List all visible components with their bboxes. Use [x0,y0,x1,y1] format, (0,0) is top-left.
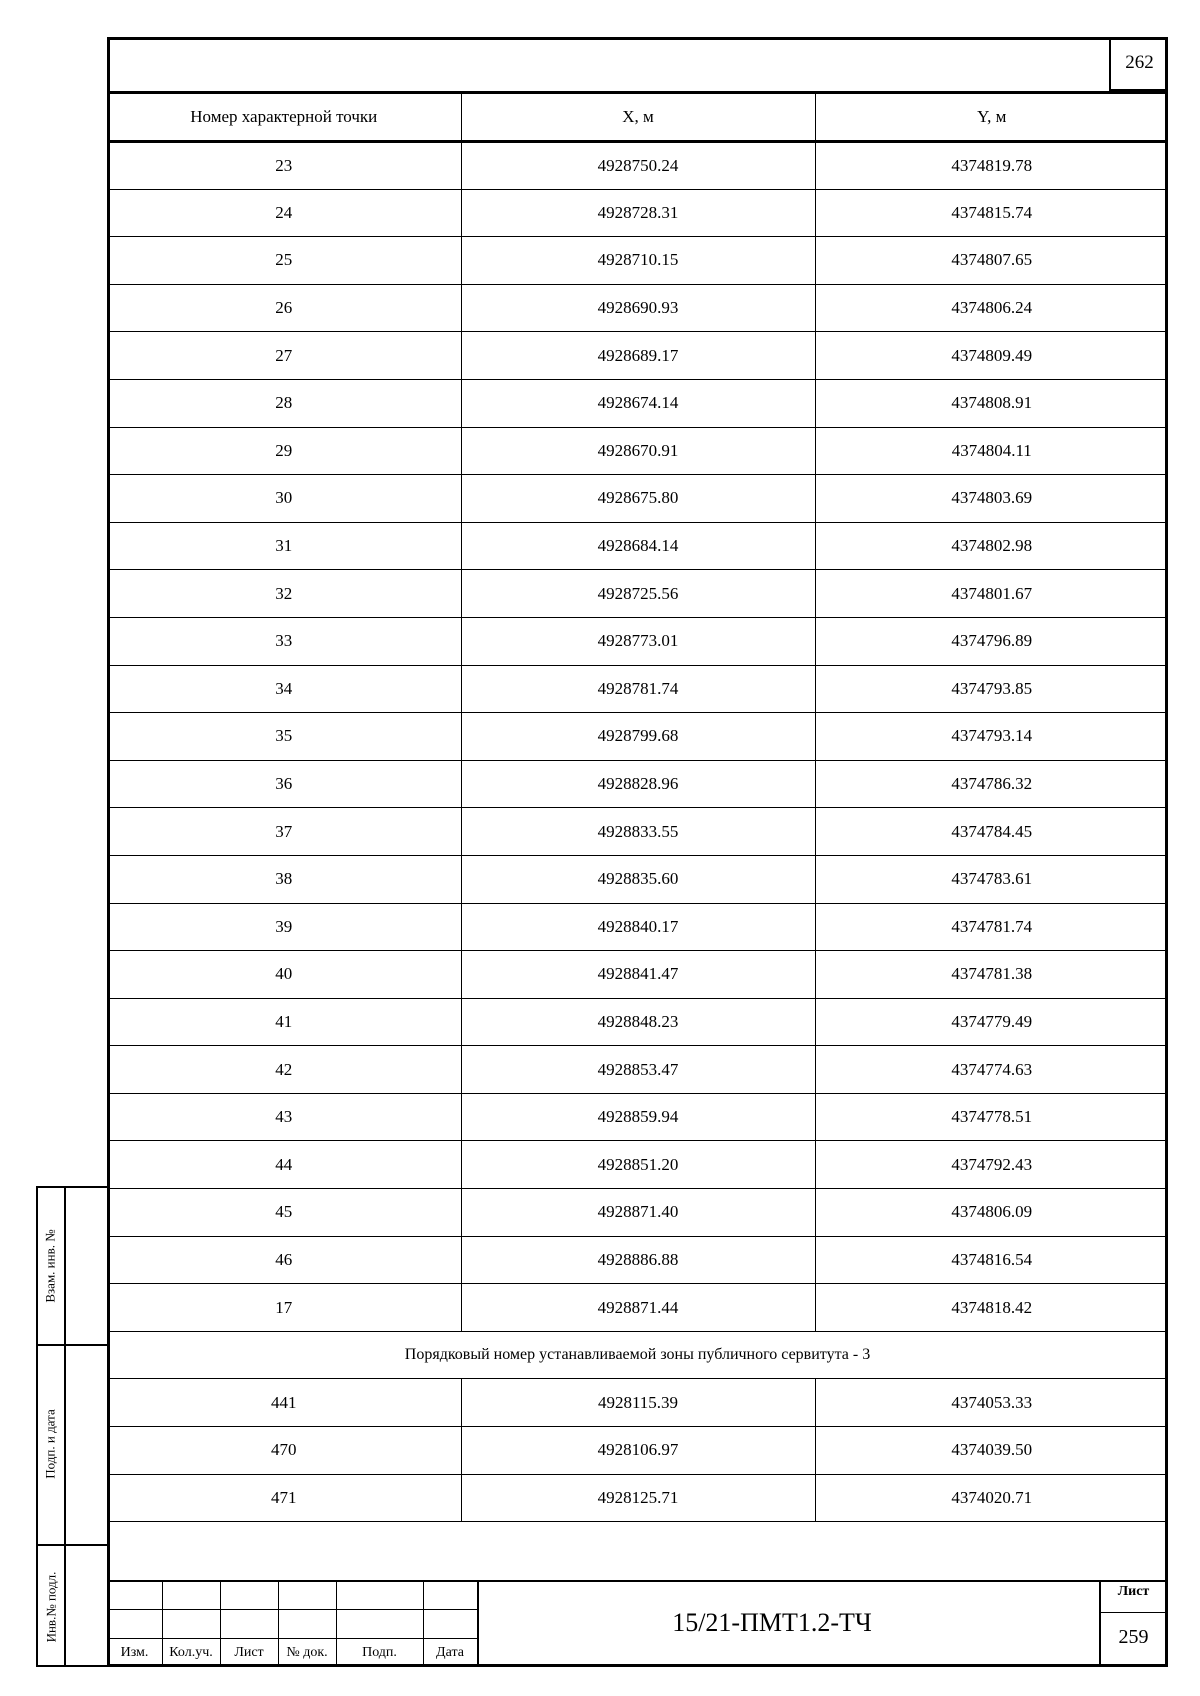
cell-point-number: 39 [107,903,461,951]
cell-point-number: 30 [107,475,461,523]
cell-y: 4374818.42 [815,1284,1168,1332]
cell-point-number: 471 [107,1474,461,1522]
cell-y: 4374039.50 [815,1427,1168,1475]
table-row [107,617,1168,665]
table-row [107,713,1168,761]
cell-x: 4928750.24 [461,142,815,190]
page-number: 262 [1109,37,1168,91]
cell-y: 4374796.89 [815,617,1168,665]
cell-y: 4374778.51 [815,1093,1168,1141]
table-row [107,1284,1168,1332]
cell-point-number: 29 [107,427,461,475]
table-row [107,332,1168,380]
tb-col-data: Дата [436,1645,464,1660]
cell-point-number: 17 [107,1284,461,1332]
cell-point-number: 28 [107,379,461,427]
table-row [107,427,1168,475]
cell-x: 4928670.91 [461,427,815,475]
cell-y: 4374802.98 [815,522,1168,570]
cell-x: 4928773.01 [461,617,815,665]
cell-x: 4928859.94 [461,1093,815,1141]
cell-x: 4928799.68 [461,713,815,761]
table-row [107,522,1168,570]
document-code: 15/21-ПМТ1.2-ТЧ [672,1608,872,1637]
cell-y: 4374804.11 [815,427,1168,475]
cell-point-number: 42 [107,1046,461,1094]
cell-x: 4928851.20 [461,1141,815,1189]
tb-col-izm: Изм. [120,1645,149,1660]
cell-y: 4374807.65 [815,237,1168,285]
cell-x: 4928841.47 [461,951,815,999]
table-row [107,998,1168,1046]
tb-col-nodok: № док. [286,1645,328,1660]
cell-y: 4374781.38 [815,951,1168,999]
table-header-row [107,94,1168,142]
tb-col-koluch: Кол.уч. [169,1645,213,1660]
table-row [107,855,1168,903]
table-row [107,1474,1168,1522]
cell-x: 4928853.47 [461,1046,815,1094]
cell-point-number: 33 [107,617,461,665]
cell-y: 4374781.74 [815,903,1168,951]
cell-x: 4928675.80 [461,475,815,523]
cell-point-number: 441 [107,1379,461,1427]
cell-x: 4928689.17 [461,332,815,380]
cell-x: 4928828.96 [461,760,815,808]
cell-x: 4928871.44 [461,1284,815,1332]
cell-point-number: 45 [107,1189,461,1237]
cell-y: 4374783.61 [815,855,1168,903]
cell-y: 4374784.45 [815,808,1168,856]
cell-x: 4928840.17 [461,903,815,951]
cell-point-number: 24 [107,189,461,237]
cell-x: 4928781.74 [461,665,815,713]
cell-y: 4374806.24 [815,284,1168,332]
cell-point-number: 44 [107,1141,461,1189]
table-row [107,1141,1168,1189]
side-label-vzam: Взам. инв. № [43,1229,59,1303]
header-point-number: Номер характерной точки [107,94,461,142]
cell-y: 4374793.14 [815,713,1168,761]
cell-point-number: 470 [107,1427,461,1475]
cell-y: 4374808.91 [815,379,1168,427]
cell-y: 4374801.67 [815,570,1168,618]
cell-x: 4928833.55 [461,808,815,856]
cell-point-number: 23 [107,142,461,190]
cell-y: 4374809.49 [815,332,1168,380]
cell-y: 4374819.78 [815,142,1168,190]
cell-point-number: 36 [107,760,461,808]
cell-point-number: 34 [107,665,461,713]
cell-point-number: 38 [107,855,461,903]
table-row [107,570,1168,618]
table-row [107,284,1168,332]
cell-point-number: 40 [107,951,461,999]
cell-point-number: 43 [107,1093,461,1141]
table-row [107,808,1168,856]
table-row [107,951,1168,999]
cell-y: 4374779.49 [815,998,1168,1046]
cell-x: 4928886.88 [461,1236,815,1284]
cell-x: 4928710.15 [461,237,815,285]
cell-x: 4928725.56 [461,570,815,618]
side-label-podp: Подп. и дата [43,1409,59,1479]
cell-x: 4928728.31 [461,189,815,237]
sheet-number: 259 [1118,1626,1149,1648]
cell-y: 4374792.43 [815,1141,1168,1189]
table-row [107,379,1168,427]
cell-x: 4928674.14 [461,379,815,427]
table-row [107,1046,1168,1094]
sheet-label: Лист [1117,1584,1150,1599]
table-row [107,1379,1168,1427]
cell-y: 4374053.33 [815,1379,1168,1427]
table-row [107,142,1168,190]
table-row [107,760,1168,808]
tb-col-podp: Подп. [362,1645,397,1660]
table-row [107,1427,1168,1475]
cell-x: 4928125.71 [461,1474,815,1522]
header-y: Y, м [815,94,1168,142]
table-row [107,1236,1168,1284]
section-title: Порядковый номер устанавливаемой зоны публичного сервитута - 3 [107,1331,1168,1379]
table-row [107,665,1168,713]
cell-x: 4928848.23 [461,998,815,1046]
tb-sheet-line [1099,1612,1168,1613]
cell-y: 4374774.63 [815,1046,1168,1094]
cell-point-number: 35 [107,713,461,761]
cell-point-number: 37 [107,808,461,856]
tb-col-list: Лист [234,1645,264,1660]
cell-y: 4374803.69 [815,475,1168,523]
section-row [107,1331,1168,1379]
table-row [107,237,1168,285]
cell-y: 4374786.32 [815,760,1168,808]
table-row [107,903,1168,951]
side-divider [64,1188,66,1665]
cell-y: 4374806.09 [815,1189,1168,1237]
coordinates-table [107,93,1168,1522]
cell-y: 4374793.85 [815,665,1168,713]
table-row [107,1093,1168,1141]
cell-y: 4374020.71 [815,1474,1168,1522]
cell-y: 4374815.74 [815,189,1168,237]
cell-point-number: 41 [107,998,461,1046]
coordinates-table-body [107,94,1168,1522]
side-stamp-strip [36,1186,107,1667]
title-block [107,1580,1168,1667]
cell-y: 4374816.54 [815,1236,1168,1284]
cell-x: 4928690.93 [461,284,815,332]
cell-point-number: 46 [107,1236,461,1284]
header-x: X, м [461,94,815,142]
tb-top-line [107,1580,1168,1582]
cell-x: 4928871.40 [461,1189,815,1237]
cell-point-number: 26 [107,284,461,332]
cell-x: 4928106.97 [461,1427,815,1475]
cell-x: 4928115.39 [461,1379,815,1427]
cell-point-number: 31 [107,522,461,570]
table-row [107,1189,1168,1237]
cell-x: 4928684.14 [461,522,815,570]
cell-point-number: 25 [107,237,461,285]
side-label-inv: Инв.№ подл. [43,1571,59,1642]
table-row [107,475,1168,523]
cell-x: 4928835.60 [461,855,815,903]
cell-point-number: 27 [107,332,461,380]
table-row [107,189,1168,237]
cell-point-number: 32 [107,570,461,618]
